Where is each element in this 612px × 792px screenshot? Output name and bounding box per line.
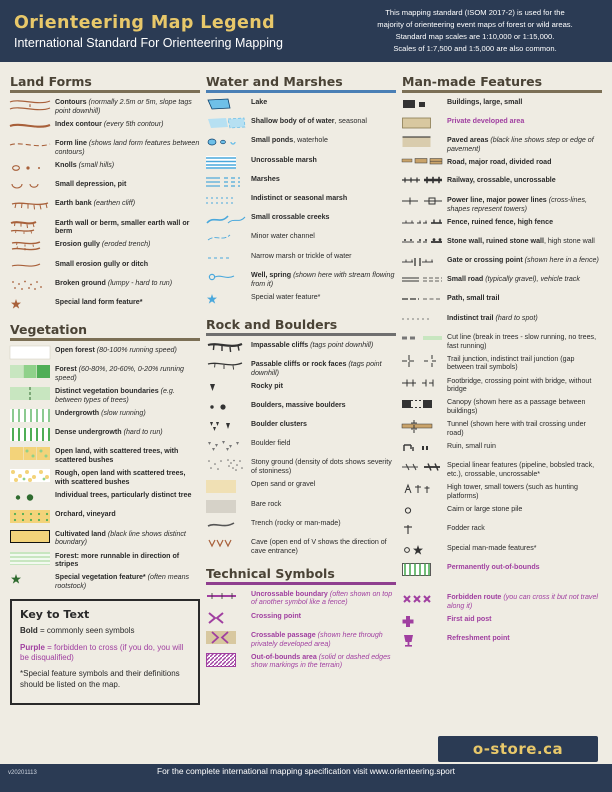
page-footer [0, 734, 612, 792]
legend-row [402, 633, 602, 649]
form-line-icon [10, 139, 50, 154]
legend-label: Cave (open end of V shows the direction of cave entrance) [251, 537, 387, 555]
index-contour-icon [10, 120, 50, 135]
legend-row [206, 630, 396, 649]
legend-label: Small depression, pit [55, 180, 127, 189]
legend-label: Cultivated land (black line shows distinct boundary) [55, 529, 186, 547]
individual-trees-icon [10, 491, 50, 506]
permanently-out-of-bounds-icon [402, 563, 442, 578]
legend-label: Ruin, small ruin [447, 442, 496, 451]
key-to-text-line-3: *Special feature symbols and their definitions should be listed on the map. [20, 669, 180, 689]
legend-row [206, 231, 396, 247]
legend-row [10, 160, 200, 176]
section-rule-manmade [402, 90, 602, 93]
legend-label: Special man-made features* [447, 543, 537, 552]
legend-row [402, 523, 602, 539]
legend-row [10, 138, 200, 157]
orchard-vineyard-icon [10, 510, 50, 525]
legend-label: Crossable passage (shown here through privately developed area) [251, 630, 383, 648]
legend-label: Individual trees, particularly distinct tree [55, 491, 192, 500]
minor-water-channel-icon [206, 232, 246, 247]
legend-row [402, 255, 602, 271]
road-icon [402, 158, 442, 172]
legend-row [206, 419, 396, 435]
legend-label: Small ponds, waterhole [251, 136, 328, 145]
key-to-text-box [10, 599, 200, 705]
column-middle [206, 70, 402, 705]
dense-undergrowth-icon [10, 428, 50, 443]
key-to-text-line-2: Purple = forbidden to cross (if you do, you will be disqualified) [20, 642, 184, 662]
small-ponds-icon [206, 136, 246, 151]
legend-columns [0, 62, 612, 705]
legend-label: Contours (normally 2.5m or 5m, slope tags point downhill) [55, 98, 192, 115]
legend-label: Out-of-bounds area (solid or dashed edges show markings in the terrain) [251, 652, 391, 670]
crossable-passage-icon [206, 631, 246, 646]
private-developed-area-icon [402, 117, 442, 132]
legend-label: Well, spring (shown here with stream flowing from it) [251, 270, 395, 288]
column-right [402, 70, 602, 705]
page-header [0, 0, 612, 62]
first-aid-post-icon [402, 615, 442, 630]
legend-label: Boulder field [251, 439, 291, 448]
legend-label: Open sand or gravel [251, 480, 316, 489]
trench-icon [206, 519, 246, 534]
erosion-gully-icon [10, 240, 50, 255]
legend-label: Form line (shows land form features between contours) [55, 139, 200, 156]
small-crossable-creeks-icon [206, 213, 246, 228]
legend-row [402, 236, 602, 252]
shallow-water-icon [206, 117, 246, 132]
section-rule-land-forms [10, 90, 200, 93]
crossing-point-icon [206, 612, 246, 627]
rough-open-land-icon [10, 469, 50, 484]
buildings-icon [402, 98, 442, 113]
legend-label: Buildings, large, small [447, 98, 523, 106]
broken-ground-icon [10, 279, 50, 294]
section-title-rock: Rock and Boulders [206, 316, 338, 332]
legend-row [10, 509, 200, 525]
undergrowth-icon [10, 409, 50, 424]
special-linear-features-icon [402, 461, 442, 476]
legend-label: Open land, with scattered trees, with scattered bushes [55, 447, 179, 465]
legend-row [10, 278, 200, 294]
legend-label: Impassable cliffs (tags point downhill) [251, 340, 374, 349]
boulder-field-icon [206, 439, 246, 454]
legend-label: Forest: more runnable in direction of stripes [55, 551, 180, 569]
legend-row [206, 97, 396, 113]
legend-row [206, 155, 396, 171]
canopy-icon [402, 398, 442, 413]
high-tower-icon [402, 483, 442, 498]
marshes-icon [206, 175, 246, 190]
legend-label: Trail junction, indistinct trail junction (gap between trail symbols) [447, 354, 575, 372]
legend-label: Distinct vegetation boundaries (e.g. between types of trees) [55, 387, 175, 404]
legend-label: Undergrowth (slow running) [55, 409, 146, 418]
knolls-icon [10, 161, 50, 176]
special-water-feature-icon [206, 293, 246, 308]
legend-row [206, 518, 396, 534]
legend-label: Shallow body of of water, seasonal [251, 117, 367, 126]
small-erosion-gully-icon [10, 260, 50, 275]
open-sand-gravel-icon [206, 480, 246, 495]
legend-row [402, 441, 602, 457]
forest-runnable-stripes-icon [10, 552, 50, 567]
header-note [344, 7, 598, 54]
legend-row [402, 592, 602, 611]
legend-label: Path, small trail [447, 294, 500, 303]
legend-row [402, 195, 602, 214]
legend-label: Tunnel (shown here with trail crossing under road) [447, 420, 586, 438]
version-label: v20201113 [8, 770, 37, 776]
legend-row [402, 504, 602, 520]
uncrossable-boundary-icon [206, 590, 246, 605]
legend-row [10, 218, 200, 237]
section-title-vegetation: Vegetation [10, 322, 88, 338]
legend-label: Passable cliffs or rock faces (tags point downhill) [251, 359, 382, 377]
section-title-land-forms: Land Forms [10, 74, 92, 89]
legend-row [402, 482, 602, 501]
legend-label: Power line, major power lines (cross-lines, shapes represent towers) [447, 195, 587, 213]
narrow-marsh-icon [206, 252, 246, 267]
section-rule-water [206, 90, 396, 93]
legend-label: Indistinct trail (hard to spot) [447, 313, 538, 322]
legend-row [402, 614, 602, 630]
header-note-line-4: Scales of 1:7,500 and 1:5,000 are also common. [393, 43, 557, 53]
legend-row [402, 293, 602, 309]
page-subtitle: International Standard For Orienteering Mapping [14, 35, 283, 50]
legend-row [10, 529, 200, 548]
impassable-cliffs-icon [206, 341, 246, 356]
legend-label: Crossing point [251, 611, 302, 620]
legend-label: Lake [251, 98, 268, 106]
header-note-line-1: This mapping standard (ISOM 2017-2) is used for the [385, 8, 565, 18]
trail-junction-icon [402, 355, 442, 370]
legend-row [206, 251, 396, 267]
legend-label: Erosion gully (eroded trench) [55, 240, 151, 249]
legend-label: Stone wall, ruined stone wall, high stone wall [447, 236, 595, 245]
legend-row [402, 274, 602, 290]
legend-label: Special land form feature* [55, 298, 143, 307]
legend-label: Rocky pit [251, 381, 283, 390]
legend-row [402, 116, 602, 132]
legend-label: Small crossable creeks [251, 213, 330, 222]
stony-ground-icon [206, 458, 246, 472]
legend-label: Special vegetation feature* (often means rootstock) [55, 573, 190, 591]
legend-row [402, 376, 602, 395]
legend-row [10, 551, 200, 570]
legend-row [206, 340, 396, 356]
special-man-made-features-icon [402, 544, 442, 559]
legend-row [402, 217, 602, 233]
stone-wall-icon [402, 237, 442, 252]
legend-row [206, 381, 396, 397]
legend-row [10, 259, 200, 275]
legend-label: Railway, crossable, uncrossable [447, 176, 556, 185]
legend-label: Special linear features (pipeline, bobsled track, etc.), crossable, uncrossable* [447, 461, 595, 479]
header-title-block [14, 13, 344, 50]
special-vegetation-feature-icon [10, 573, 50, 588]
legend-label: Fodder rack [447, 524, 485, 533]
legend-label: Rough, open land with scattered trees, with scattered bushes [55, 469, 186, 487]
legend-row [402, 562, 602, 578]
legend-row [206, 457, 396, 476]
legend-label: Refreshment point [447, 633, 510, 642]
section-title-technical: Technical Symbols [206, 565, 335, 581]
cairn-icon [402, 505, 442, 520]
legend-row [206, 292, 396, 308]
indistinct-trail-icon [402, 314, 442, 329]
legend-row [206, 652, 396, 671]
legend-row [10, 97, 200, 116]
legend-row [402, 419, 602, 438]
legend-label: Narrow marsh or trickle of water [251, 251, 352, 260]
legend-label: Fence, ruined fence, high fence [447, 217, 554, 226]
railway-icon [402, 176, 442, 191]
lake-icon [206, 98, 246, 113]
cave-icon [206, 538, 246, 553]
uncrossable-marsh-icon [206, 156, 246, 171]
column-left [10, 70, 206, 705]
legend-label: Stony ground (density of dots shows severity of stoniness) [251, 458, 392, 476]
legend-row [10, 386, 200, 405]
legend-row [206, 589, 396, 608]
legend-row [402, 354, 602, 373]
page-title: Orienteering Map Legend [14, 12, 276, 33]
ruin-icon [402, 442, 442, 457]
rocky-pit-icon [206, 382, 246, 397]
legend-row [10, 572, 200, 591]
legend-row [402, 97, 602, 113]
section-title-water: Water and Marshes [206, 74, 343, 89]
legend-row [206, 400, 396, 416]
legend-row [10, 446, 200, 465]
legend-row [402, 397, 602, 416]
legend-label: High tower, small towers (such as hunting platforms) [447, 483, 578, 501]
contours-icon [10, 98, 50, 113]
legend-row [206, 438, 396, 454]
legend-row [206, 174, 396, 190]
legend-label: Special water feature* [251, 292, 321, 301]
footbridge-icon [402, 377, 442, 392]
legend-row [402, 460, 602, 479]
legend-row [206, 270, 396, 289]
legend-row [206, 212, 396, 228]
fence-icon [402, 218, 442, 233]
gate-crossing-point-icon [402, 256, 442, 271]
legend-label: Road, major road, divided road [447, 158, 552, 167]
legend-row [10, 345, 200, 361]
header-note-line-2: majority of orienteering event maps of forest or wild areas. [377, 20, 573, 30]
section-rule-technical [206, 582, 396, 585]
legend-label: Bare rock [251, 499, 282, 508]
key-to-text-line-1: Bold = commonly seen symbols [20, 626, 135, 636]
legend-row [206, 611, 396, 627]
legend-row [10, 239, 200, 255]
earth-bank-icon [10, 199, 50, 214]
legend-label: Cairn or large stone pile [447, 505, 523, 514]
legend-row [402, 175, 602, 191]
forest-speeds-icon [10, 365, 50, 378]
legend-label: Earth bank (earthen cliff) [55, 199, 136, 208]
legend-row [10, 427, 200, 443]
legend-row [206, 479, 396, 495]
legend-label: Marshes [251, 174, 280, 183]
legend-label: Forest (60-80%, 20-60%, 0-20% running speed) [55, 365, 184, 383]
header-note-line-3: Standard map scales are 1:10,000 or 1:15,000. [395, 32, 555, 41]
indistinct-marsh-icon [206, 194, 246, 209]
section-title-manmade: Man-made Features [402, 74, 543, 89]
special-land-form-icon [10, 298, 50, 313]
legend-row [206, 116, 396, 132]
legend-label: Indistinct or seasonal marsh [251, 193, 348, 202]
legend-row [10, 179, 200, 195]
legend-row [206, 193, 396, 209]
legend-row [206, 499, 396, 515]
open-forest-icon [10, 346, 50, 361]
legend-label: Minor water channel [251, 232, 315, 241]
forbidden-route-icon [402, 593, 442, 608]
cultivated-land-icon [10, 530, 50, 545]
legend-label: Knolls (small hills) [55, 161, 115, 169]
legend-label: Orchard, vineyard [55, 510, 116, 519]
section-rule-rock [206, 333, 396, 336]
open-land-scattered-bushes-icon [10, 447, 50, 462]
legend-row [206, 135, 396, 151]
legend-label: Permanently out-of-bounds [447, 562, 540, 571]
legend-label: Gate or crossing point (shown here in a fence) [447, 255, 599, 264]
legend-label: Dense undergrowth (hard to run) [55, 428, 163, 437]
legend-row [10, 119, 200, 135]
legend-label: Trench (rocky or man-made) [251, 518, 341, 527]
legend-row [10, 364, 200, 383]
legend-row [206, 537, 396, 556]
boulders-icon [206, 401, 246, 416]
legend-label: First aid post [447, 614, 492, 623]
bare-rock-icon [206, 500, 246, 515]
legend-label: Index contour (every 5th contour) [55, 119, 164, 128]
legend-label: Earth wall or berm, smaller earth wall or berm [55, 218, 190, 236]
legend-row [402, 543, 602, 559]
legend-row [402, 157, 602, 172]
paved-areas-icon [402, 136, 442, 151]
legend-label: Small erosion gully or ditch [55, 259, 149, 268]
out-of-bounds-area-icon [206, 653, 246, 668]
distinct-vegetation-boundaries-icon [10, 387, 50, 402]
small-depression-icon [10, 180, 50, 195]
section-rule-vegetation [10, 338, 200, 341]
earth-wall-icon [10, 219, 50, 234]
passable-cliffs-icon [206, 360, 246, 375]
refreshment-point-icon [402, 634, 442, 649]
key-to-text-title: Key to Text [20, 608, 90, 622]
legend-label: Footbridge, crossing point with bridge, without bridge [447, 376, 592, 394]
legend-label: Boulder clusters [251, 420, 307, 429]
legend-row [402, 313, 602, 329]
legend-row [402, 332, 602, 351]
legend-row [10, 198, 200, 214]
legend-row [206, 359, 396, 378]
small-road-icon [402, 275, 442, 290]
legend-row [10, 490, 200, 506]
legend-label: Uncrossable marsh [251, 155, 317, 164]
legend-label: Forbidden route (you can cross it but not travel along it) [447, 592, 599, 610]
legend-label: Broken ground (lumpy - hard to run) [55, 278, 173, 287]
legend-label: Canopy (shown here as a passage between buildings) [447, 398, 586, 416]
path-small-trail-icon [402, 294, 442, 309]
o-store-logo[interactable]: o-store.ca [438, 736, 598, 762]
legend-label: Private developed area [447, 117, 525, 126]
legend-row [10, 468, 200, 487]
well-spring-icon [206, 271, 246, 286]
boulder-clusters-icon [206, 420, 246, 435]
legend-row [10, 408, 200, 424]
footer-text: For the complete international mapping specification visit www.orienteering.sport [157, 766, 455, 776]
legend-label: Small road (typically gravel), vehicle track [447, 275, 580, 284]
tunnel-icon [402, 420, 442, 435]
legend-label: Uncrossable boundary (often shown on top of another symbol like a fence) [251, 589, 393, 607]
legend-row [10, 297, 200, 313]
cut-line-icon [402, 333, 442, 348]
legend-label: Open forest (80-100% running speed) [55, 346, 177, 355]
legend-label: Cut line (break in trees - slow running, no trees, fast running) [447, 332, 597, 350]
fodder-rack-icon [402, 524, 442, 539]
legend-label: Paved areas (black line shows step or edge of pavement) [447, 136, 594, 154]
power-line-icon [402, 196, 442, 210]
legend-row [402, 135, 602, 154]
legend-label: Boulders, massive boulders [251, 400, 346, 409]
